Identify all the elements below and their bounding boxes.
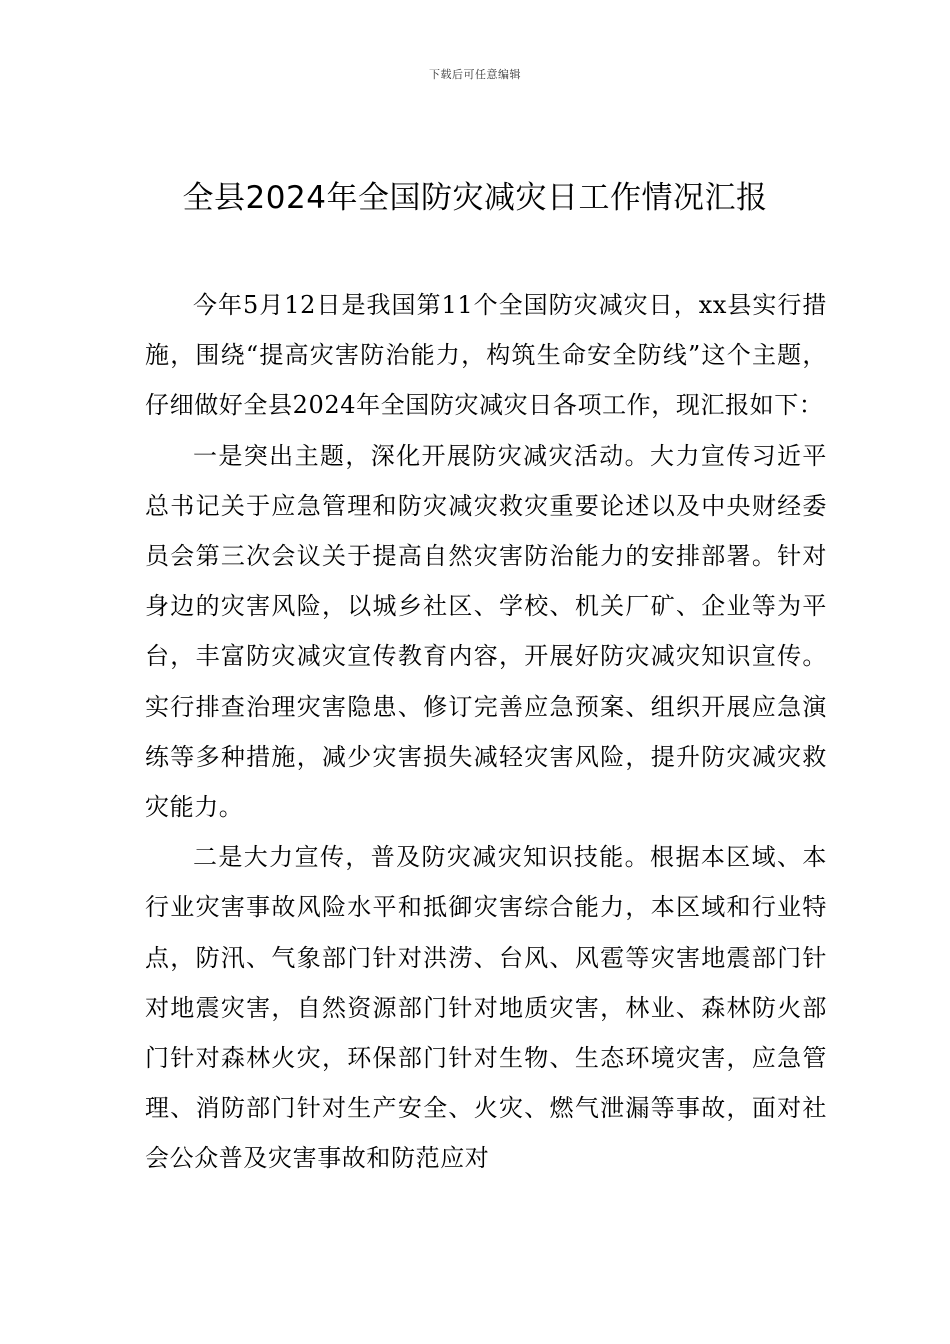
- header-note: 下载后可任意编辑: [429, 68, 521, 81]
- document-body: [145, 280, 827, 1184]
- document-title: 全县2024年全国防灾减灾日工作情况汇报: [182, 180, 768, 216]
- paragraph-intro: 今年5月12日是我国第11个全国防灾减灾日，xx县实行措施，围绕“提高灾害防治能力，构筑生命安全防线”这个主题，仔细做好全县2024年全国防灾减灾日各项工作，现汇报如下：: [145, 291, 827, 420]
- paragraph-point-one: 一是突出主题，深化开展防灾减灾活动。大力宣传习近平总书记关于应急管理和防灾减灾救灾重要论述以及中央财经委员会第三次会议关于提高自然灾害防治能力的安排部署。针对身边的灾害风险，以城乡社区、学校、机关厂矿、企业等为平台，丰富防灾减灾宣传教育内容，开展好防灾减灾知识宣传。实行排查治理灾害隐患、修订完善应急预案、组织开展应急演练等多种措施，减少灾害损失减轻灾害风险，提升防灾减灾救灾能力。: [145, 441, 827, 822]
- paragraph-point-two: 二是大力宣传，普及防灾减灾知识技能。根据本区域、本行业灾害事故风险水平和抵御灾害综合能力，本区域和行业特点，防汛、气象部门针对洪涝、台风、风雹等灾害地震部门针对地震灾害，自然资源部门针对地质灾害，林业、森林防火部门针对森林火灾，环保部门针对生物、生态环境灾害，应急管理、消防部门针对生产安全、火灾、燃气泄漏等事故，面对社会公众普及灾害事故和防范应对: [145, 843, 827, 1173]
